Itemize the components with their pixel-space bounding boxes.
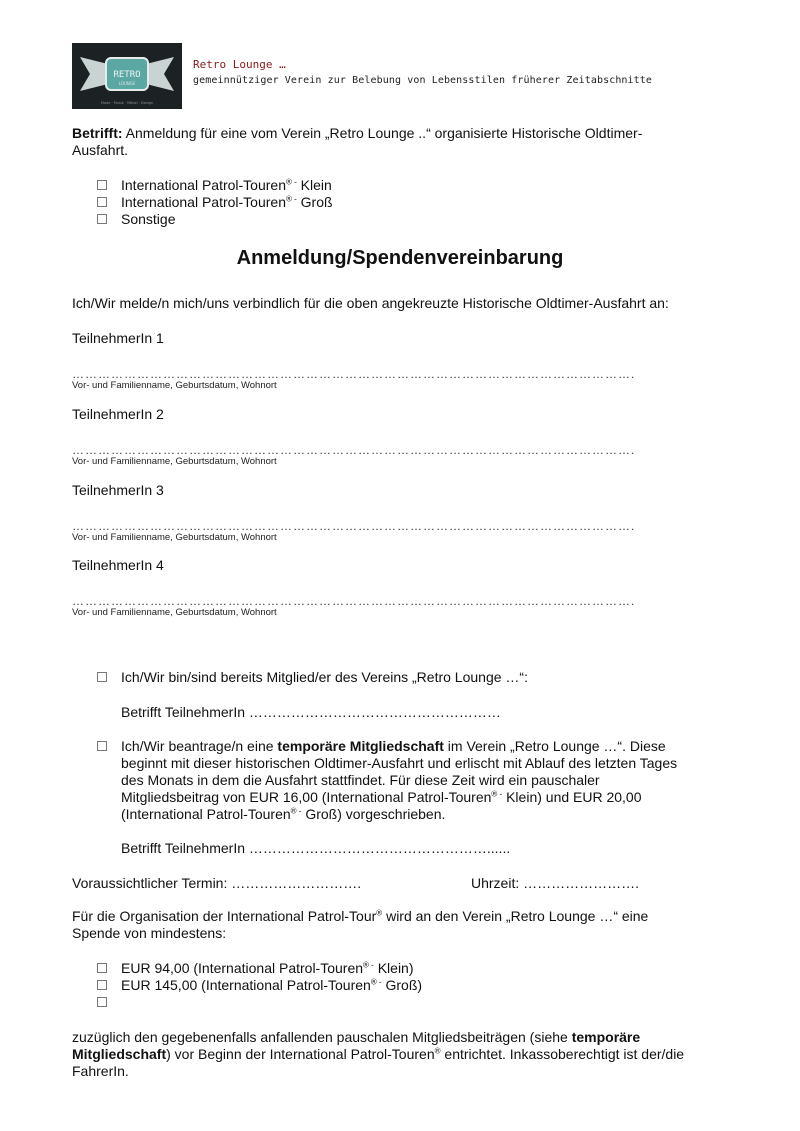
- temporary-member-line-4: Mitgliedsbeitrag von EUR 16,00 (International Patrol-Touren® - Klein) und EUR 20,00: [121, 789, 642, 805]
- participant-3-field[interactable]: ………………………………………………………………………………………………………………….: [72, 520, 636, 532]
- header-subtitle: gemeinnütziger Verein zur Belebung von Lebensstilen früherer Zeitabschnitte: [193, 75, 653, 86]
- participant-4-field[interactable]: ………………………………………………………………………………………………………………….: [72, 595, 636, 607]
- existing-member-checkbox[interactable]: [97, 672, 107, 682]
- time-field[interactable]: Uhrzeit: …………………….: [471, 875, 640, 891]
- participant-2-hint: Vor- und Familienname, Geburtsdatum, Wohnort: [72, 456, 277, 467]
- donation-line-2: Spende von mindestens:: [72, 925, 227, 941]
- header-title: Retro Lounge …: [193, 58, 286, 71]
- temporary-member-line-5: (International Patrol-Touren® - Groß) vorgeschrieben.: [121, 806, 446, 822]
- tour-option-gross-checkbox[interactable]: [97, 197, 107, 207]
- existing-member-text: Ich/Wir bin/sind bereits Mitglied/er des Vereins „Retro Lounge …“:: [121, 669, 528, 685]
- donation-option-94: EUR 94,00 (International Patrol-Touren® - Klein): [121, 960, 414, 976]
- tour-option-sonstige: Sonstige: [121, 211, 176, 227]
- donation-option-145-checkbox[interactable]: [97, 980, 107, 990]
- participant-1-field[interactable]: ………………………………………………………………………………………………………………….: [72, 368, 636, 380]
- donation-line-1: Für die Organisation der International Patrol-Tour® wird an den Verein „Retro Lounge …“ eine: [72, 908, 649, 924]
- closing-line-2: Mitgliedschaft) vor Beginn der International Patrol-Touren® entrichtet. Inkassoberechtigt ist der/die: [72, 1046, 685, 1062]
- participant-1-label: TeilnehmerIn 1: [72, 330, 164, 346]
- participant-4-label: TeilnehmerIn 4: [72, 557, 164, 573]
- temporary-member-line-1: Ich/Wir beantrage/n eine temporäre Mitgliedschaft im Verein „Retro Lounge …“. Diese: [121, 738, 666, 754]
- temporary-member-participant-field[interactable]: Betrifft TeilnehmerIn ……………………………………………......: [121, 840, 511, 856]
- existing-member-participant-field[interactable]: Betrifft TeilnehmerIn ………………………………………………: [121, 704, 501, 720]
- donation-option-other-checkbox[interactable]: [97, 997, 107, 1007]
- temporary-member-checkbox[interactable]: [97, 741, 107, 751]
- participant-3-hint: Vor- und Familienname, Geburtsdatum, Wohnort: [72, 532, 277, 543]
- subject-label: Betrifft:: [72, 125, 123, 141]
- temporary-member-line-2: beginnt mit dieser historischen Oldtimer-Ausfahrt und erlischt mit Ablauf des letzten Tages: [121, 755, 678, 771]
- donation-option-94-checkbox[interactable]: [97, 963, 107, 973]
- tour-option-gross: International Patrol-Touren® - Groß: [121, 194, 333, 210]
- date-field[interactable]: Voraussichtlicher Termin: ……………………….: [72, 875, 362, 891]
- svg-text:RETRO: RETRO: [113, 70, 141, 80]
- subject-line-2: Ausfahrt.: [72, 142, 129, 158]
- donation-option-145: EUR 145,00 (International Patrol-Touren® - Groß): [121, 977, 423, 993]
- intro-text: Ich/Wir melde/n mich/uns verbindlich für die oben angekreuzte Historische Oldtimer-Ausfahrt an:: [72, 295, 669, 311]
- tour-option-sonstige-checkbox[interactable]: [97, 214, 107, 224]
- svg-text:Mode · Musik · Möbel · Design: Mode · Musik · Möbel · Design: [100, 101, 154, 105]
- subject-line-1: Betrifft: Anmeldung für eine vom Verein „Retro Lounge ..“ organisierte Historische Oldtimer-: [72, 125, 643, 141]
- club-logo: [72, 43, 182, 109]
- page-title: Anmeldung/Spendenvereinbarung: [236, 247, 564, 269]
- participant-1-hint: Vor- und Familienname, Geburtsdatum, Wohnort: [72, 380, 277, 391]
- tour-option-klein-checkbox[interactable]: [97, 180, 107, 190]
- tour-option-klein: International Patrol-Touren® - Klein: [121, 177, 332, 193]
- svg-text:LOUNGE: LOUNGE: [118, 81, 136, 86]
- closing-line-1: zuzüglich den gegebenenfalls anfallenden pauschalen Mitgliedsbeiträgen (siehe temporäre: [72, 1029, 641, 1045]
- participant-3-label: TeilnehmerIn 3: [72, 482, 164, 498]
- participant-2-field[interactable]: ………………………………………………………………………………………………………………….: [72, 444, 636, 456]
- temporary-member-line-3: des Monats in dem die Ausfahrt stattfindet. Für diese Zeit wird ein pauschaler: [121, 772, 600, 788]
- closing-line-3: FahrerIn.: [72, 1063, 129, 1079]
- participant-4-hint: Vor- und Familienname, Geburtsdatum, Wohnort: [72, 607, 277, 618]
- participant-2-label: TeilnehmerIn 2: [72, 406, 164, 422]
